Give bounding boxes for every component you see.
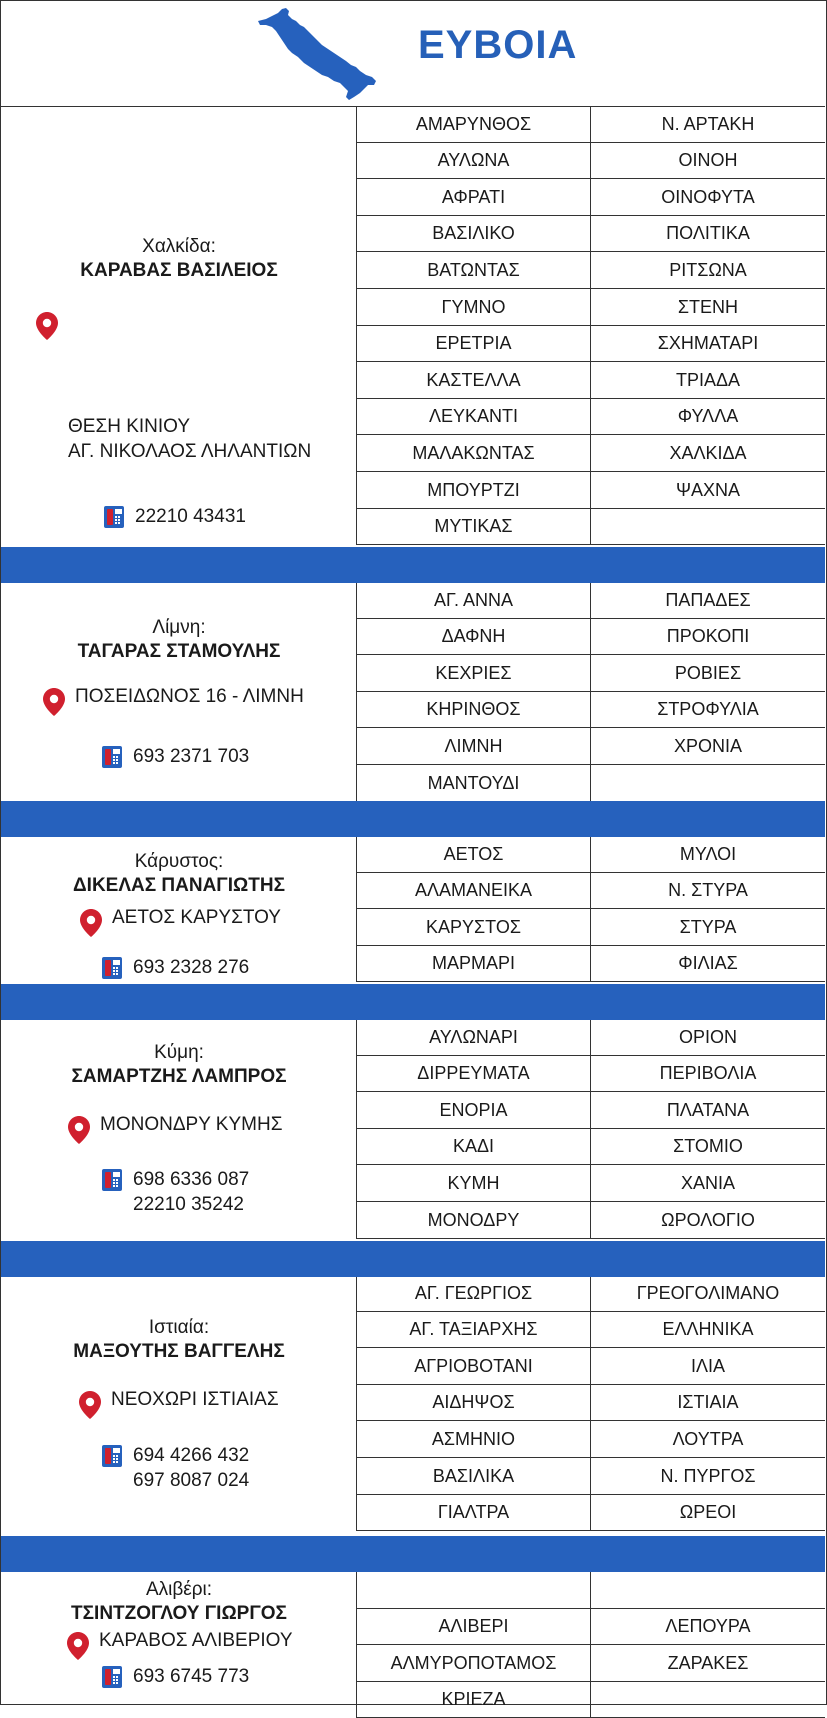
village-cell: ΑΛΜΥΡΟΠΟΤΑΜΟΣ [357, 1645, 591, 1681]
village-cell: ΣΤΥΡΑ [679, 916, 737, 937]
village-cell: ΜΥΤΙΚΑΣ [357, 509, 591, 544]
village-cell: ΧΡΟΝΙΑ [673, 735, 743, 756]
village-cell: ΨΑΧΝΑ [675, 479, 741, 500]
phone-number[interactable]: 22210 43431 [135, 506, 246, 527]
location-pin-icon [43, 688, 65, 716]
phone-number[interactable]: 697 8087 024 [133, 1470, 250, 1491]
phone-number[interactable]: 693 2371 703 [133, 746, 250, 767]
village-cell: ΙΣΤΙΑΙΑ [677, 1392, 739, 1412]
village-cell: ΑΛΙΒΕΡΙ [357, 1609, 591, 1644]
location-pin-icon [67, 1632, 89, 1660]
table-row [357, 1682, 825, 1718]
table-row [357, 143, 825, 179]
phone-icon [101, 1444, 123, 1468]
village-cell: ΒΑΤΩΝΤΑΣ [357, 252, 591, 288]
table-row [357, 1056, 825, 1092]
village-cell: ΑΜΑΡΥΝΘΟΣ [357, 106, 591, 142]
table-row [357, 909, 825, 946]
table-row [357, 692, 825, 728]
contact-card [1, 582, 357, 802]
location-pin-icon [79, 1391, 101, 1419]
village-cell: ΤΡΙΑΔΑ [675, 369, 741, 390]
village-cell: ΟΙΝΟΦΥΤΑ [661, 186, 755, 207]
table-row [357, 1202, 825, 1239]
village-cell: ΛΕΥΚΑΝΤΙ [357, 399, 591, 434]
village-cell: ΕΛΛΗΝΙΚΑ [662, 1319, 754, 1339]
village-cell: ΖΑΡΑΚΕΣ [667, 1652, 749, 1673]
table-row [357, 1572, 825, 1609]
village-cell: ΑΕΤΟΣ [357, 836, 591, 872]
village-cell: Ν. ΠΥΡΓΟΣ [660, 1465, 756, 1486]
village-cell: ΑΥΛΩΝΑ [357, 143, 591, 178]
phone-icon [101, 956, 123, 980]
table-row [357, 1421, 825, 1458]
table-row [357, 1165, 825, 1202]
village-cell: ΦΙΛΙΑΣ [678, 953, 738, 973]
village-cell: ΕΡΕΤΡΙΑ [357, 326, 591, 361]
village-cell: ΡΙΤΣΩΝΑ [669, 259, 747, 280]
header [1, 1, 825, 107]
address-line: ΠΟΣΕΙΔΩΝΟΣ 16 - ΛΙΜΝΗ [75, 686, 304, 707]
village-cell: ΑΦΡΑΤΙ [357, 179, 591, 215]
euboea-map-icon [256, 5, 381, 101]
table-row [357, 326, 825, 362]
table-row [357, 362, 825, 399]
village-cell: ΩΡΕΟΙ [679, 1502, 737, 1522]
table-row [357, 1458, 825, 1495]
villages-table [357, 1275, 825, 1531]
contact-section [1, 1019, 825, 1239]
area-name: Χαλκίδα: [142, 236, 216, 257]
phone-number[interactable]: 22210 35242 [133, 1194, 244, 1215]
villages-table [357, 836, 825, 982]
village-cell: ΑΥΛΩΝΑΡΙ [357, 1019, 591, 1055]
village-cell: ΠΑΠΑΔΕΣ [665, 589, 751, 610]
village-cell: ΓΥΜΝΟ [357, 289, 591, 325]
location-pin-icon [80, 909, 102, 937]
village-cell [357, 1572, 591, 1608]
phone-number[interactable]: 693 2328 276 [133, 957, 250, 978]
section-divider [1, 984, 825, 1020]
table-row [357, 289, 825, 326]
table-row [357, 1129, 825, 1165]
area-name: Ιστιαία: [148, 1317, 210, 1338]
contact-section [1, 1572, 825, 1718]
village-cell: ΡΟΒΙΕΣ [674, 662, 742, 683]
phone-icon [101, 745, 123, 769]
phone-icon [103, 505, 125, 529]
location-pin-icon [36, 312, 58, 340]
table-row [357, 1348, 825, 1385]
phone-icon [101, 1168, 123, 1192]
contact-card [1, 1275, 357, 1531]
village-cell: ΜΑΝΤΟΥΔΙ [357, 765, 591, 801]
contact-name: ΚΑΡΑΒΑΣ ΒΑΣΙΛΕΙΟΣ [80, 260, 278, 281]
village-cell: Ν. ΑΡΤΑΚΗ [661, 113, 755, 134]
village-cell: ΑΙΔΗΨΟΣ [357, 1385, 591, 1420]
table-row [357, 873, 825, 909]
area-name: Λίμνη: [152, 617, 206, 638]
village-cell: ΣΤΕΝΗ [677, 296, 739, 317]
village-cell: ΚΑΔΙ [357, 1129, 591, 1164]
villages-table [357, 1019, 825, 1239]
village-cell: ΓΙΑΛΤΡΑ [357, 1495, 591, 1530]
contact-name: ΣΑΜΑΡΤΖΗΣ ΛΑΜΠΡΟΣ [71, 1066, 287, 1087]
contact-card [1, 836, 357, 982]
village-cell [591, 509, 825, 544]
contact-name: ΤΑΓΑΡΑΣ ΣΤΑΜΟΥΛΗΣ [77, 641, 281, 662]
table-row [357, 1092, 825, 1129]
contact-card [1, 1572, 357, 1718]
table-row [357, 1385, 825, 1421]
villages-table [357, 106, 825, 545]
village-cell: ΟΡΙΟΝ [678, 1026, 737, 1047]
village-cell: ΑΓ. ΤΑΞΙΑΡΧΗΣ [357, 1312, 591, 1347]
table-row [357, 765, 825, 802]
area-name: Κύμη: [154, 1042, 204, 1063]
section-divider [1, 1536, 825, 1572]
table-row [357, 728, 825, 765]
contact-name: ΔΙΚΕΛΑΣ ΠΑΝΑΓΙΩΤΗΣ [73, 875, 285, 896]
address-line: ΚΑΡΑΒΟΣ ΑΛΙΒΕΡΙΟΥ [99, 1630, 293, 1651]
table-row [357, 1312, 825, 1348]
section-divider [1, 801, 825, 837]
village-cell: ΚΡΙΕΖΑ [357, 1682, 591, 1717]
village-cell: ΑΣΜΗΝΙΟ [357, 1421, 591, 1457]
location-pin-icon [68, 1116, 90, 1144]
contact-card [1, 106, 357, 545]
address-line: ΑΕΤΟΣ ΚΑΡΥΣΤΟΥ [112, 907, 281, 928]
contact-section [1, 1275, 825, 1531]
table-row [357, 1645, 825, 1682]
village-cell: ΣΤΡΟΦΥΛΙΑ [657, 699, 759, 719]
village-cell: ΚΑΡΥΣΤΟΣ [357, 909, 591, 945]
table-row [357, 435, 825, 472]
village-cell: ΛΟΥΤΡΑ [672, 1428, 744, 1449]
section-divider [1, 547, 825, 583]
village-cell [591, 1682, 825, 1717]
contact-name: ΜΑΞΟΥΤΗΣ ΒΑΓΓΕΛΗΣ [73, 1341, 285, 1362]
village-cell: ΚΑΣΤΕΛΛΑ [357, 362, 591, 398]
table-row [357, 216, 825, 252]
village-cell: ΑΛΑΜΑΝΕΙΚΑ [357, 873, 591, 908]
phone-number[interactable]: 693 6745 773 [133, 1666, 250, 1687]
village-cell: ΜΟΝΟΔΡΥ [357, 1202, 591, 1238]
contact-section [1, 106, 825, 545]
village-cell: ΚΥΜΗ [357, 1165, 591, 1201]
address-line: ΝΕΟΧΩΡΙ ΙΣΤΙΑΙΑΣ [111, 1389, 279, 1410]
village-cell: ΛΕΠΟΥΡΑ [665, 1616, 751, 1636]
table-row [357, 946, 825, 982]
village-cell: ΟΙΝΟΗ [678, 150, 738, 170]
village-cell [591, 1572, 825, 1608]
area-name: Αλιβέρι: [145, 1579, 213, 1600]
phone-icon [101, 1665, 123, 1689]
phone-number[interactable]: 694 4266 432 [133, 1445, 250, 1466]
contact-card [1, 1019, 357, 1239]
table-row [357, 509, 825, 545]
village-cell: ΕΝΟΡΙΑ [357, 1092, 591, 1128]
village-cell: ΓΡΕΟΓΟΛΙΜΑΝΟ [636, 1282, 780, 1303]
table-row [357, 1495, 825, 1531]
villages-table [357, 1572, 825, 1718]
table-row [357, 655, 825, 692]
village-cell: ΜΑΡΜΑΡΙ [357, 946, 591, 981]
village-cell: ΣΤΟΜΙΟ [673, 1136, 743, 1156]
contact-section [1, 836, 825, 982]
village-cell: ΑΓ. ΓΕΩΡΓΙΟΣ [357, 1275, 591, 1311]
village-cell: ΧΑΝΙΑ [680, 1172, 736, 1193]
table-row [357, 106, 825, 143]
table-row [357, 472, 825, 509]
page-title: ΕΥΒΟΙΑ [418, 23, 578, 67]
village-cell: ΚΕΧΡΙΕΣ [357, 655, 591, 691]
contact-section [1, 582, 825, 802]
table-row [357, 1609, 825, 1645]
village-cell: ΒΑΣΙΛΙΚΟ [357, 216, 591, 251]
table-row [357, 582, 825, 619]
village-cell: ΠΛΑΤΑΝΑ [666, 1099, 750, 1120]
village-cell: Ν. ΣΤΥΡΑ [668, 880, 748, 900]
village-cell: ΠΡΟΚΟΠΙ [666, 626, 750, 646]
village-cell: ΑΓΡΙΟΒΟΤΑΝΙ [357, 1348, 591, 1384]
area-name: Κάρυστος: [134, 851, 224, 872]
table-row [357, 399, 825, 435]
village-cell: ΒΑΣΙΛΙΚΑ [357, 1458, 591, 1494]
village-cell: ΦΥΛΛΑ [677, 406, 739, 426]
village-cell: ΜΠΟΥΡΤΖΙ [357, 472, 591, 508]
table-row [357, 836, 825, 873]
village-cell [591, 765, 825, 801]
phone-number[interactable]: 698 6336 087 [133, 1169, 250, 1190]
village-cell: ΩΡΟΛΟΓΙΟ [661, 1209, 755, 1230]
village-cell: ΚΗΡΙΝΘΟΣ [357, 692, 591, 727]
village-cell: ΧΑΛΚΙΔΑ [669, 442, 747, 463]
village-cell: ΠΕΡΙΒΟΛΙΑ [659, 1063, 757, 1083]
village-cell: ΑΓ. ΑΝΝΑ [357, 582, 591, 618]
table-row [357, 1019, 825, 1056]
village-cell: ΛΙΜΝΗ [357, 728, 591, 764]
village-cell: ΔΙΡΡΕΥΜΑΤΑ [357, 1056, 591, 1091]
address-line: ΘΕΣΗ ΚΙΝΙΟΥ [68, 416, 190, 437]
table-row [357, 619, 825, 655]
village-cell: ΔΑΦΝΗ [357, 619, 591, 654]
villages-table [357, 582, 825, 802]
village-cell: ΣΧΗΜΑΤΑΡΙ [657, 333, 759, 353]
contact-name: ΤΣΙΝΤΖΟΓΛΟΥ ΓΙΩΡΓΟΣ [71, 1603, 287, 1624]
section-divider [1, 1241, 825, 1277]
address-line: ΑΓ. ΝΙΚΟΛΑΟΣ ΛΗΛΑΝΤΙΩΝ [68, 441, 312, 462]
address-line: ΜΟΝΟΝΔΡΥ ΚΥΜΗΣ [100, 1114, 283, 1135]
village-cell: ΜΑΛΑΚΩΝΤΑΣ [357, 435, 591, 471]
table-row [357, 179, 825, 216]
village-cell: ΙΛΙΑ [690, 1355, 726, 1376]
village-cell: ΜΥΛΟΙ [679, 843, 737, 864]
table-row [357, 1275, 825, 1312]
village-cell: ΠΟΛΙΤΙΚΑ [666, 223, 750, 243]
table-row [357, 252, 825, 289]
